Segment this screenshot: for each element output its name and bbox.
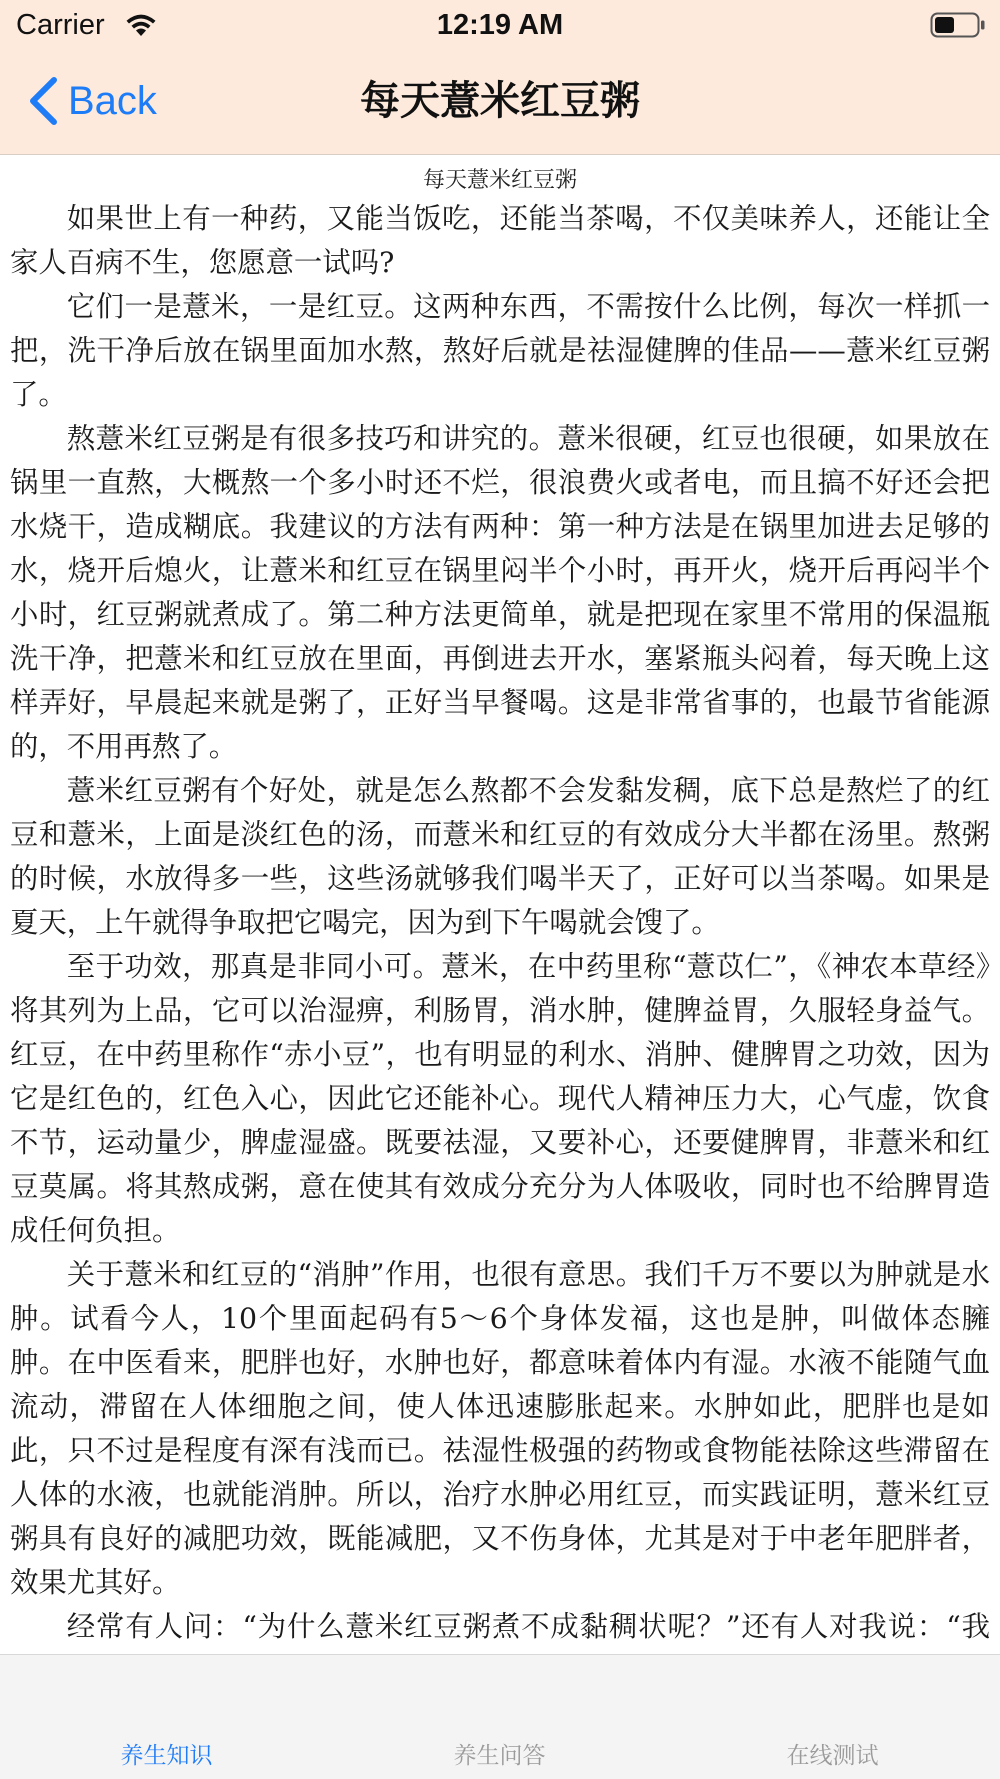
chevron-left-icon <box>26 75 60 127</box>
tab-health-knowledge[interactable]: 养生知识 <box>120 1743 213 1769</box>
back-button[interactable] <box>26 72 157 130</box>
navigation-bar <box>0 50 1000 154</box>
article-scroll-view[interactable] <box>0 155 1000 1655</box>
tab-online-test[interactable]: 在线测试 <box>786 1743 879 1769</box>
status-bar <box>0 0 1000 50</box>
article-paragraph: 如果世上有一种药，又能当饭吃，还能当茶喝，不仅美味养人，还能让全家人百病不生，您愿意一试吗? <box>10 202 990 279</box>
article-title: 每天薏米红豆粥 <box>422 168 577 193</box>
article-paragraph: 经常有人问：“为什么薏米红豆粥煮不成黏稠状呢？”还有人对我说：“我 <box>66 1610 990 1643</box>
back-button-label: Back <box>68 79 157 123</box>
top-bar <box>0 0 1000 155</box>
carrier-label: Carrier <box>16 9 105 41</box>
battery-icon <box>930 12 986 38</box>
page-title: 每天薏米红豆粥 <box>360 78 640 124</box>
article-paragraph: 至于功效，那真是非同小可。薏米，在中药里称“薏苡仁”，《神农本草经》将其列为上品，它可以治湿痹，利肠胃，消水肿，健脾益胃，久服轻身益气。红豆，在中药里称作“赤小豆”，也有明显的利水、消肿、健脾胃之功效，因为它是红色的，红色入心，因此它还能补心。现代人精神压力大，心气虚，饮食不节，运动量少，脾虚湿盛。既要祛湿，又要补心，还要健脾胃，非薏米和红豆莫属。将其熬成粥，意在使其有效成分充分为人体吸收，同时也不给脾胃造成任何负担。 <box>10 950 990 1247</box>
status-time: 12:19 AM <box>436 9 564 41</box>
article-body <box>0 197 1000 1693</box>
article-paragraph: 薏米红豆粥有个好处，就是怎么熬都不会发黏发稠，底下总是熬烂了的红豆和薏米，上面是淡红色的汤，而薏米和红豆的有效成分大半都在汤里。熬粥的时候，水放得多一些，这些汤就够我们喝半天了，正好可以当茶喝。如果是夏天，上午就得争取把它喝完，因为到下午喝就会馊了。 <box>10 774 990 939</box>
article-paragraph: 熬薏米红豆粥是有很多技巧和讲究的。薏米很硬，红豆也很硬，如果放在锅里一直熬，大概熬一个多小时还不烂，很浪费火或者电，而且搞不好还会把水烧干，造成糊底。我建议的方法有两种：第一种方法是在锅里加进去足够的水，烧开后熄火，让薏米和红豆在锅里闷半个小时，再开火，烧开后再闷半个小时，红豆粥就煮成了。第二种方法更简单，就是把现在家里不常用的保温瓶洗干净，把薏米和红豆放在里面，再倒进去开水，塞紧瓶头闷着，每天晚上这样弄好，早晨起来就是粥了，正好当早餐喝。这是非常省事的，也最节省能源的，不用再熬了。 <box>10 422 990 763</box>
article-paragraph: 关于薏米和红豆的“消肿”作用，也很有意思。我们千万不要以为肿就是水肿。试看今人，10个里面起码有5～6个身体发福，这也是肿，叫做体态臃肿。在中医看来，肥胖也好，水肿也好，都意味着体内有湿。水液不能随气血流动，滞留在人体细胞之间，使人体迅速膨胀起来。水肿如此，肥胖也是如此，只不过是程度有深有浅而已。祛湿性极强的药物或食物能祛除这些滞留在人体的水液，也就能消肿。所以，治疗水肿必用红豆，而实践证明，薏米红豆粥具有良好的减肥功效，既能减肥，又不伤身体，尤其是对于中老年肥胖者，效果尤其好。 <box>10 1258 990 1599</box>
tab-bar <box>0 1654 1000 1779</box>
article-paragraph: 它们一是薏米，一是红豆。这两种东西，不需按什么比例，每次一样抓一把，洗干净后放在锅里面加水熬，熬好后就是祛湿健脾的佳品——薏米红豆粥了。 <box>10 290 990 411</box>
tab-health-qa[interactable]: 养生问答 <box>453 1743 546 1769</box>
